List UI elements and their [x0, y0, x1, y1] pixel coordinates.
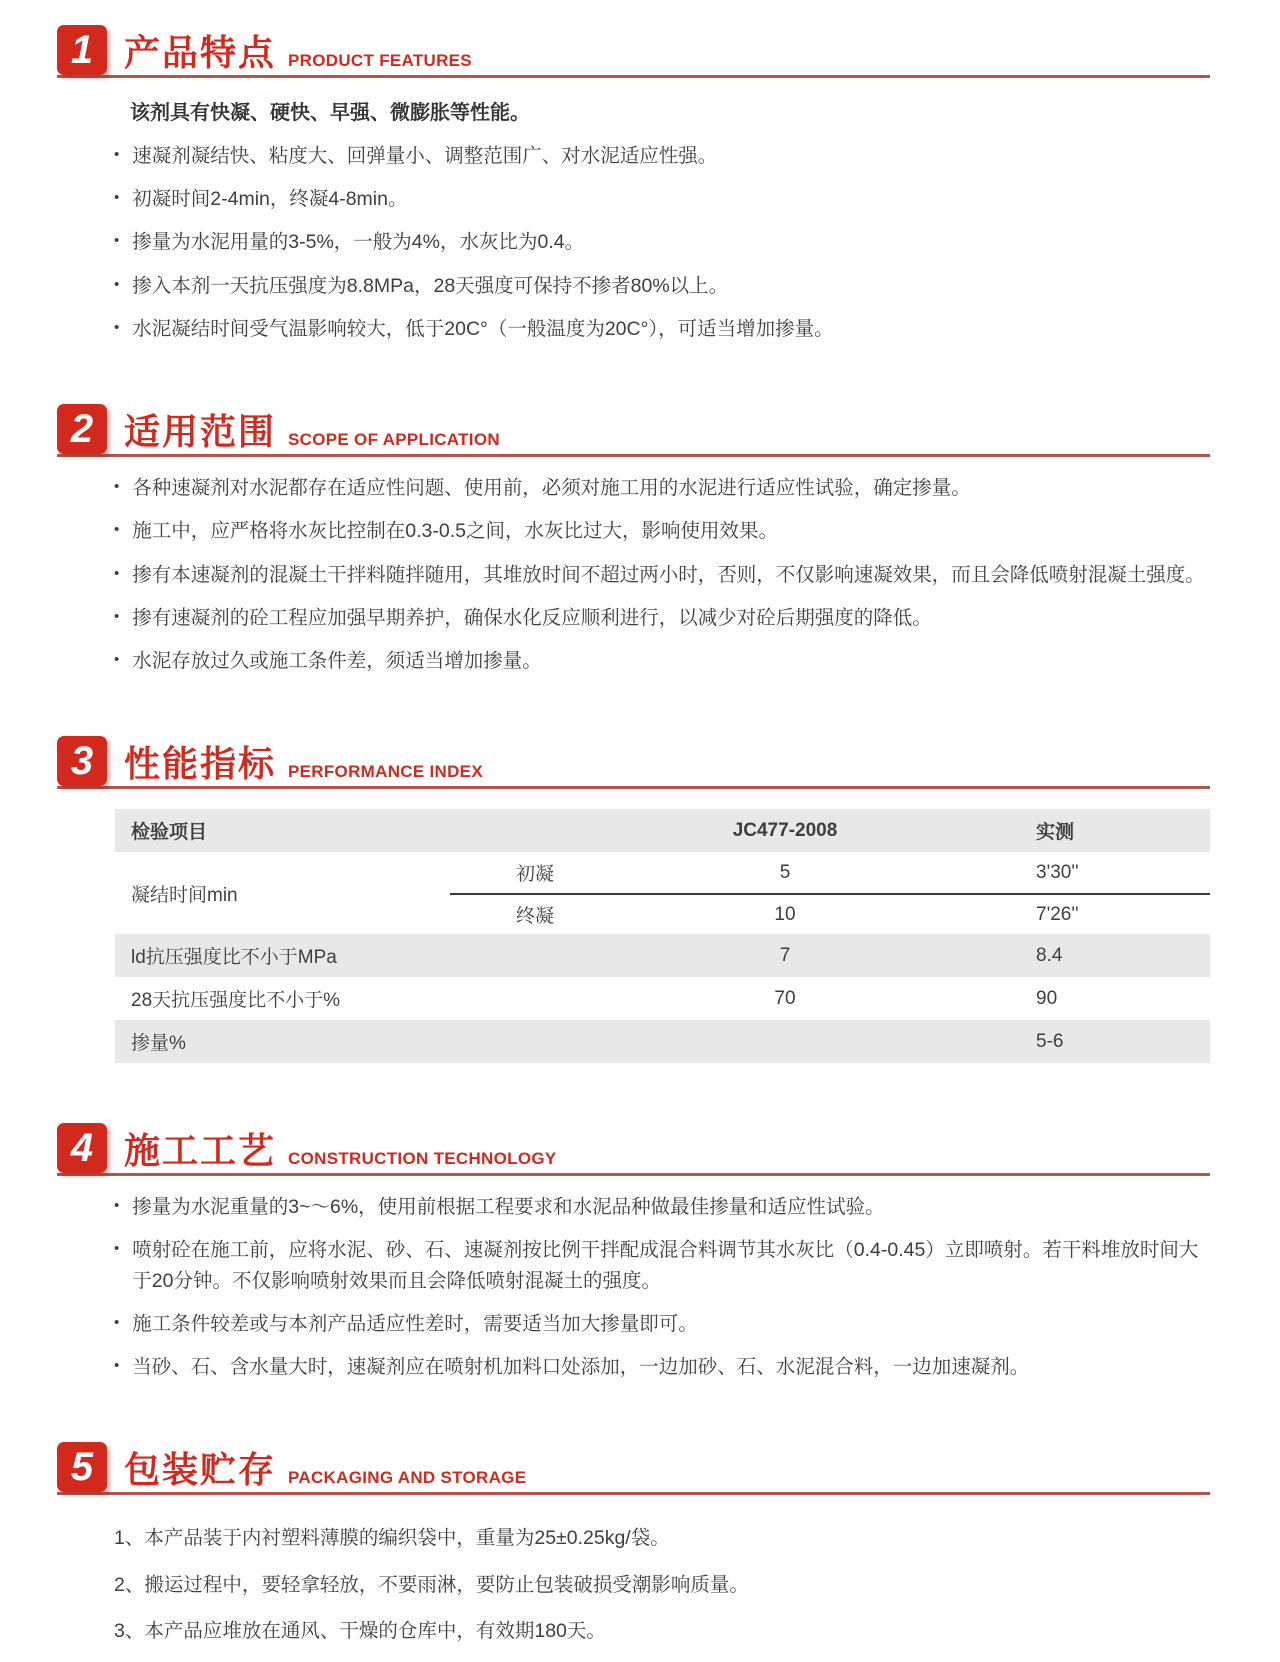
section-number-badge: 5 [57, 1442, 107, 1492]
section-header [57, 404, 1210, 457]
standard-value [620, 1020, 950, 1063]
bullet-dot-icon: • [114, 189, 120, 207]
table-row [115, 1020, 1210, 1063]
measured-value: 8.4 [1036, 944, 1063, 966]
bullet-text: 掺入本剂一天抗压强度为8.8MPa，28天强度可保持不掺者80%以上。 [132, 274, 729, 297]
measured-value: 7'26'' [1036, 903, 1079, 925]
bullet-text: 水泥存放过久或施工条件差，须适当增加掺量。 [132, 649, 542, 672]
measured-value: 5-6 [1036, 1030, 1064, 1052]
section-header [57, 736, 1210, 789]
section-subtitle-en: PRODUCT FEATURES [288, 51, 472, 70]
bullet-item [114, 184, 1210, 214]
section-number-badge: 2 [57, 404, 107, 454]
bullet-text: 掺有速凝剂的砼工程应加强早期养护，确保水化反应顺利进行，以减少对砼后期强度的降低。 [132, 606, 932, 629]
section-subtitle-en: PACKAGING AND STORAGE [288, 1468, 527, 1488]
numbered-item: 2、搬运过程中，要轻拿轻放，不要雨淋，要防止包装破损受潮影响质量。 [114, 1573, 749, 1596]
bullet-list [0, 1192, 1280, 1382]
section-construction-technology [0, 1123, 1280, 1382]
bullet-item [114, 227, 1210, 257]
subrow-final-set [450, 893, 1210, 934]
bullet-text: 掺有本速凝剂的混凝土干拌料随拌随用，其堆放时间不超过两小时，否则，不仅影响速凝效果，而且会降低喷射混凝土强度。 [132, 563, 1205, 586]
bullet-text: 喷射砼在施工前，应将水泥、砂、石、速凝剂按比例干拌配成混合料调节其水灰比（0.4-0.45）立即喷射。若干料堆放时间大于20分钟。不仅影响喷射效果而且会降低喷射混凝土的强度。 [132, 1239, 1199, 1292]
bullet-item [114, 560, 1210, 590]
subrow-label: 终凝 [515, 906, 554, 928]
section-header [57, 1123, 1210, 1176]
col-header-item: 检验项目 [131, 822, 208, 844]
bullet-dot-icon: • [114, 607, 120, 625]
measured-value: 90 [1036, 987, 1058, 1009]
bullet-item [114, 516, 1210, 546]
standard-value: 5 [779, 861, 791, 883]
table-row-setting-time [115, 852, 1210, 934]
bullet-item [114, 1235, 1210, 1295]
bullet-item [114, 1352, 1210, 1382]
section-number-badge: 3 [57, 736, 107, 786]
bullet-text: 当砂、石、含水量大时，速凝剂应在喷射机加料口处添加，一边加砂、石、水泥混合料，一边加速凝剂。 [132, 1356, 1030, 1379]
section-header [57, 1442, 1210, 1495]
section-packaging-and-storage [0, 1442, 1280, 1646]
bullet-dot-icon: • [114, 146, 120, 163]
bullet-item [114, 603, 1210, 633]
section-title: 施工工艺 [124, 1130, 277, 1172]
bullet-text: 水泥凝结时间受气温影响较大，低于20C°（一般温度为20C°），可适当增加掺量。 [132, 317, 834, 340]
bullet-dot-icon: • [114, 1357, 120, 1375]
bullet-dot-icon: • [114, 1240, 120, 1258]
col-header-sub [450, 809, 620, 852]
subrow-label: 初凝 [515, 864, 554, 886]
bullet-list [0, 141, 1280, 344]
section-subtitle-en: CONSTRUCTION TECHNOLOGY [288, 1149, 557, 1169]
bullet-item [114, 314, 1210, 344]
col-header-standard: JC477-2008 [732, 819, 838, 841]
standard-value: 7 [779, 944, 791, 966]
section-title: 产品特点 [124, 32, 277, 74]
section-number-badge: 1 [57, 25, 107, 75]
bullet-dot-icon: • [114, 564, 120, 582]
bullet-dot-icon: • [114, 318, 120, 336]
subrow-initial-set [450, 852, 1210, 893]
section-header [57, 25, 1210, 78]
section-title: 性能指标 [124, 743, 277, 785]
row-label: 凝结时间min [131, 884, 238, 906]
bullet-text: 各种速凝剂对水泥都存在适应性问题、使用前，必须对施工用的水泥进行适应性试验，确定掺量。 [132, 477, 971, 500]
setting-time-subrows [450, 852, 1210, 934]
row-label: 掺量% [131, 1033, 186, 1055]
performance-table [115, 809, 1210, 1063]
bullet-dot-icon: • [114, 1197, 120, 1215]
bullet-list [0, 473, 1280, 676]
measured-value: 3'30'' [1036, 861, 1079, 883]
bullet-item [114, 1309, 1210, 1339]
section-product-features [0, 25, 1280, 344]
bullet-text: 掺量为水泥重量的3~～6%，使用前根据工程要求和水泥品种做最佳掺量和适应性试验。 [132, 1196, 885, 1219]
section-subtitle-en: SCOPE OF APPLICATION [288, 430, 500, 450]
bullet-text: 施工中，应严格将水灰比控制在0.3-0.5之间，水灰比过大，影响使用效果。 [132, 520, 778, 543]
bullet-dot-icon: • [114, 650, 120, 668]
numbered-item: 1、本产品装于内衬塑料薄膜的编织袋中，重量为25±0.25kg/袋。 [114, 1527, 670, 1550]
standard-value: 10 [774, 903, 796, 925]
numbered-list [0, 1523, 1280, 1646]
section-performance-index [0, 736, 1280, 1063]
section-title: 包装贮存 [124, 1449, 277, 1491]
bullet-text: 施工条件较差或与本剂产品适应性差时，需要适当加大掺量即可。 [132, 1312, 698, 1335]
col-header-measured: 实测 [1036, 822, 1075, 844]
bullet-item [114, 646, 1210, 676]
bullet-dot-icon: • [114, 1313, 120, 1331]
row-label: ld抗压强度比不小于MPa [131, 947, 337, 969]
bullet-text: 速凝剂凝结快、粘度大、回弹量小、调整范围广、对水泥适应性强。 [132, 145, 718, 167]
section-number-badge: 4 [57, 1123, 107, 1173]
bullet-dot-icon: • [114, 275, 120, 293]
table-row [115, 934, 1210, 977]
bullet-dot-icon: • [114, 521, 120, 539]
bullet-dot-icon: • [114, 478, 120, 496]
bullet-item [114, 1192, 1210, 1222]
bullet-text: 初凝时间2-4min，终凝4-8min。 [132, 188, 408, 211]
standard-value: 70 [774, 987, 796, 1009]
bullet-item [114, 473, 1210, 503]
bullet-dot-icon: • [114, 232, 120, 250]
bullet-text: 掺量为水泥用量的3-5%，一般为4%，水灰比为0.4。 [132, 231, 585, 254]
row-label: 28天抗压强度比不小于% [131, 990, 341, 1012]
intro-line: 该剂具有快凝、硬快、早强、微膨胀等性能。 [130, 102, 530, 124]
section-scope-of-application [0, 404, 1280, 676]
section-title: 适用范围 [124, 411, 277, 453]
table-header-row [115, 809, 1210, 852]
bullet-item [114, 271, 1210, 301]
table-row [115, 977, 1210, 1020]
bullet-item [114, 141, 1210, 171]
section-subtitle-en: PERFORMANCE INDEX [288, 762, 483, 782]
numbered-item: 3、本产品应堆放在通风、干燥的仓库中，有效期180天。 [114, 1619, 606, 1642]
